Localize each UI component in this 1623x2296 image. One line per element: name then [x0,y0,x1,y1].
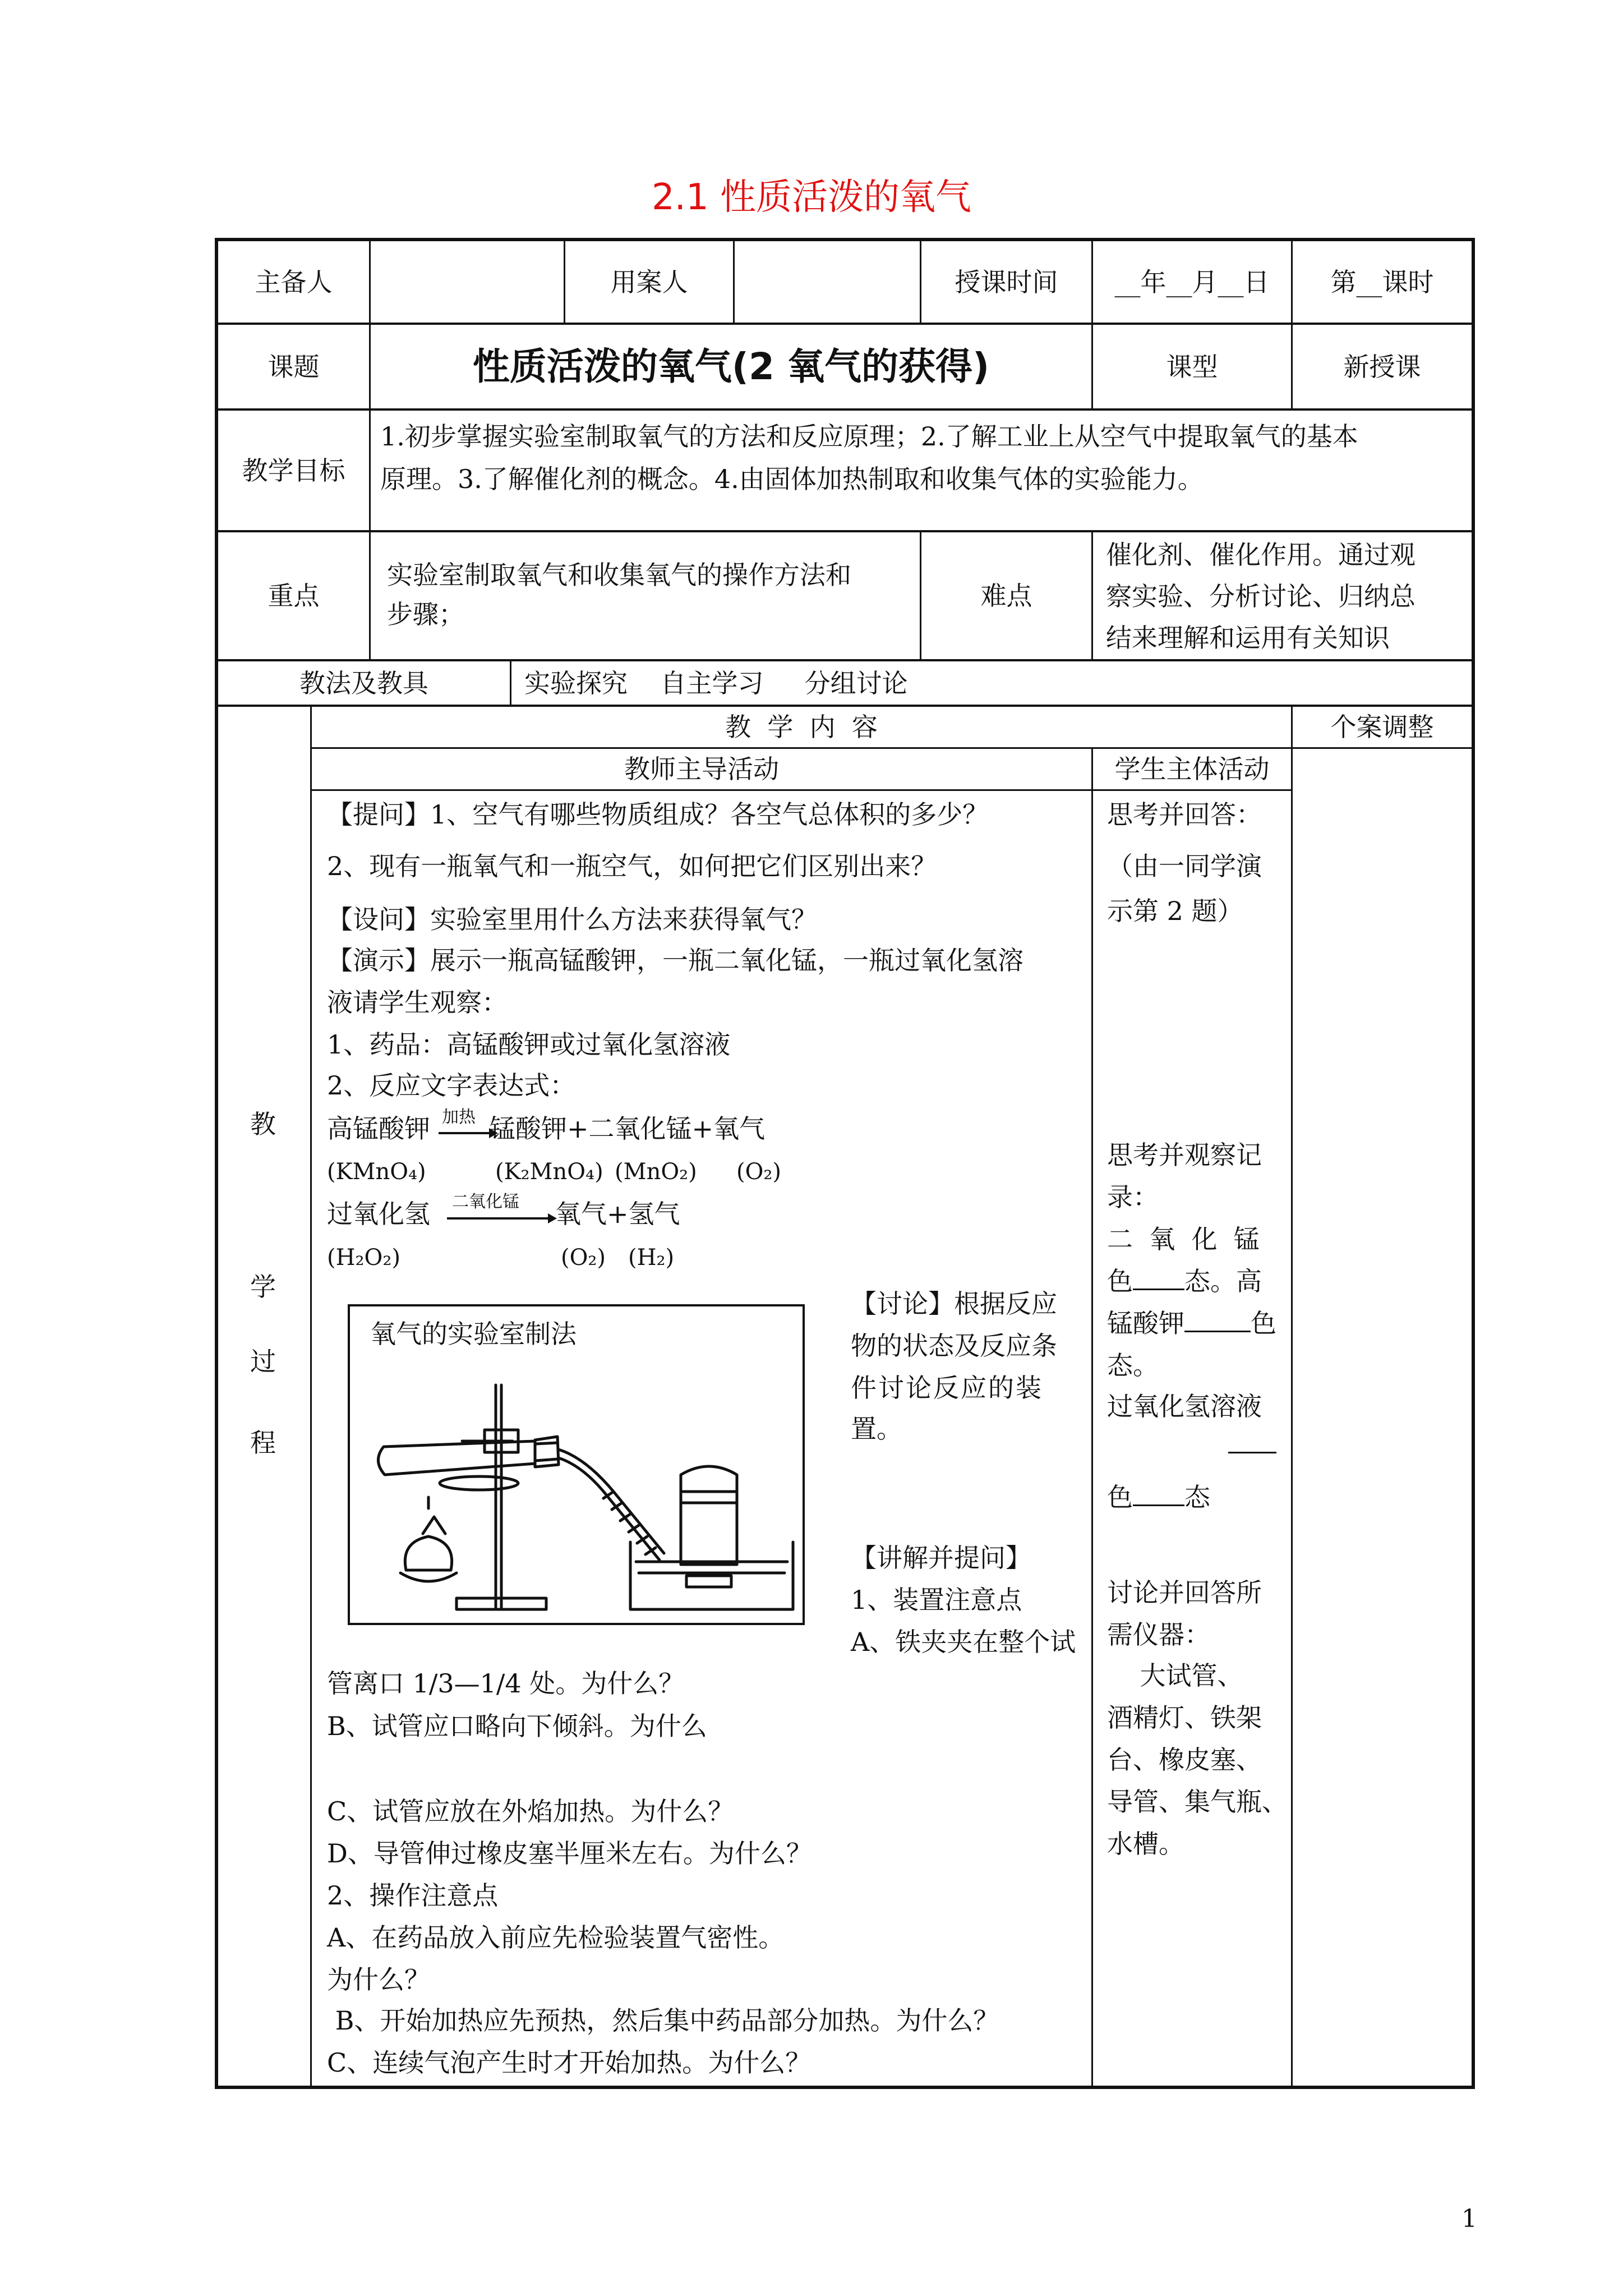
student-fill-text: 锰酸钾 [1107,1308,1184,1338]
equation2-arrow-icon [446,1212,558,1225]
goals-label: 教学目标 [242,455,345,486]
student-line: 示第 2 题） [1107,896,1243,926]
discuss-line: 【讨论】根据反应 [851,1289,1057,1319]
teacher-line: 2、现有一瓶氧气和一瓶空气，如何把它们区别出来？ [327,851,937,881]
discuss-line: 置。 [851,1414,902,1444]
blank-line [1228,1452,1276,1453]
difficulty-line: 察实验、分析讨论、归纳总 [1106,581,1415,611]
document-title: 2.1 性质活泼的氧气 [651,177,972,218]
equation2-reactant: 过氧化氢 [327,1199,430,1229]
student-mno2-line: 二 氧 化 锰 [1107,1224,1260,1254]
lesson-type-value: 新授课 [1343,351,1421,382]
student-line: 水槽。 [1107,1829,1184,1859]
key-point-line: 步骤； [387,599,464,629]
teacher-line: B、试管应口略向下倾斜。为什么 [327,1711,707,1741]
process-side-label [218,707,310,2086]
side-label-char: 程 [250,1428,276,1458]
apparatus-figure [348,1304,805,1625]
methods-label: 教法及教具 [299,668,428,698]
goals-text [380,415,1468,500]
lesson-date: __年__月__日 [1114,266,1270,297]
formula-mno2: (MnO₂) [615,1159,697,1185]
side-label-char: 学 [250,1272,276,1302]
teacher-line: B、开始加热应先预热，然后集中药品部分加热。为什么？ [327,2005,999,2036]
lesson-period: 第__课时 [1330,266,1434,297]
equation1-reactant: 高锰酸钾 [327,1114,430,1144]
student-fill-text: 色 [1107,1266,1133,1296]
teacher-header: 教师主导活动 [624,754,779,784]
key-point-label: 重点 [268,581,320,611]
page-number: 1 [1461,2205,1477,2233]
teacher-line: 为什么？ [327,1964,430,1995]
content-header: 教 学 内 容 [725,712,878,742]
teacher-line: C、试管应放在外焰加热。为什么？ [327,1796,734,1826]
discuss-line: 件讨论反应的装 [851,1373,1043,1403]
student-fill-text: 态。 [1107,1350,1159,1381]
student-h2o2-line [1107,1481,1210,1513]
student-fill-text: 态。高 [1184,1266,1262,1296]
teacher-line: 【提问】1、空气有哪些物质组成？各空气总体积的多少？ [327,799,989,830]
student-line: 导管、集气瓶、 [1107,1787,1288,1817]
topic-label: 课题 [268,351,320,382]
formula-k2mno4: (K₂MnO₄) [495,1159,603,1185]
teacher-line: 1、药品：高锰酸钾或过氧化氢溶液 [327,1029,731,1060]
formula-kmno4: (KMnO₄) [327,1159,426,1185]
student-fill-text: 过氧化氢溶液 [1107,1391,1262,1421]
explain-line: 【讲解并提问】 [851,1543,1031,1573]
difficulty-line: 催化剂、催化作用。通过观 [1106,540,1415,570]
teacher-line: 管离口 1/3—1/4 处。为什么？ [327,1668,685,1699]
student-line: （由一同学演 [1107,851,1262,881]
student-fill-text: 态 [1184,1482,1210,1512]
key-point-line: 实验室制取氧气和收集氧气的操作方法和 [387,560,851,590]
blank-line [1184,1308,1251,1332]
lesson-time-label: 授课时间 [955,266,1058,297]
oxygen-apparatus-illustration [350,1306,803,1623]
student-line: 需仪器： [1107,1619,1210,1650]
blank-line [1133,1266,1184,1290]
figure-caption: 氧气的实验室制法 [370,1319,577,1349]
student-line: 讨论并回答所 [1107,1577,1262,1608]
explain-line: 1、装置注意点 [851,1585,1022,1615]
side-label-char: 过 [250,1346,276,1377]
student-line: 录： [1107,1182,1159,1212]
lesson-type-label: 课型 [1166,351,1218,382]
teacher-line: 【设问】实验室里用什么方法来获得氧气？ [327,904,817,935]
teacher-line: 液请学生观察： [327,987,508,1018]
formula-o2: (O₂) [736,1159,782,1185]
formula-h2o2: (H₂O₂) [327,1245,400,1271]
student-fill-text: 色 [1251,1308,1276,1338]
student-line: 酒精灯、铁架 [1107,1703,1262,1733]
teacher-line: C、连续气泡产生时才开始加热。为什么？ [327,2047,811,2078]
difficulty-line: 结来理解和运用有关知识 [1106,623,1390,653]
equation2-products: 氧气+氢气 [555,1199,680,1229]
methods-value: 实验探究 自主学习 分组讨论 [524,668,908,698]
goals-line: 1.初步掌握实验室制取氧气的方法和反应原理；2.了解工业上从空气中提取氧气的基本 [380,421,1358,452]
student-fill-text: 色 [1107,1482,1133,1512]
student-line: 思考并回答： [1107,799,1262,830]
student-mno2-color [1107,1265,1262,1297]
formula-h2: (H₂) [628,1245,675,1271]
student-line: 大试管、 [1107,1660,1243,1691]
teacher-line: 【演示】展示一瓶高锰酸钾，一瓶二氧化锰，一瓶过氧化氢溶 [327,945,1023,976]
discuss-line: 物的状态及反应条 [851,1331,1057,1361]
preparer-value [371,241,564,323]
user-label: 用案人 [610,266,688,297]
formula-o2: (O₂) [561,1245,606,1271]
user-value [735,241,920,323]
difficulty-label: 难点 [980,581,1032,611]
blank-line [1133,1482,1184,1506]
student-kmno4-line [1107,1307,1276,1340]
teacher-line: A、在药品放入前应先检验装置气密性。 [327,1922,785,1953]
explain-line: A、铁夹夹在整个试 [851,1627,1076,1657]
equation1-products: 锰酸钾+二氧化锰+氧气 [490,1114,766,1144]
preparer-label: 主备人 [255,266,333,297]
side-label-char: 教 [250,1109,276,1139]
equation1-condition: 加热 [442,1107,476,1127]
teacher-line: D、导管伸过橡皮塞半厘米左右。为什么？ [327,1838,812,1869]
equation2-condition: 二氧化锰 [452,1192,519,1212]
key-point-text [387,555,914,634]
student-header: 学生主体活动 [1114,754,1270,784]
teacher-line: 2、反应文字表达式： [327,1070,576,1101]
teacher-line: 2、操作注意点 [327,1880,499,1911]
adjust-header: 个案调整 [1330,712,1434,742]
student-line: 思考并观察记 [1107,1140,1262,1170]
topic-value: 性质活泼的氧气(2 氧气的获得) [472,344,990,388]
student-line: 台、橡皮塞、 [1107,1745,1262,1775]
difficulty-text [1106,534,1470,659]
goals-line: 原理。3.了解催化剂的概念。4.由固体加热制取和收集气体的实验能力。 [380,464,1204,494]
